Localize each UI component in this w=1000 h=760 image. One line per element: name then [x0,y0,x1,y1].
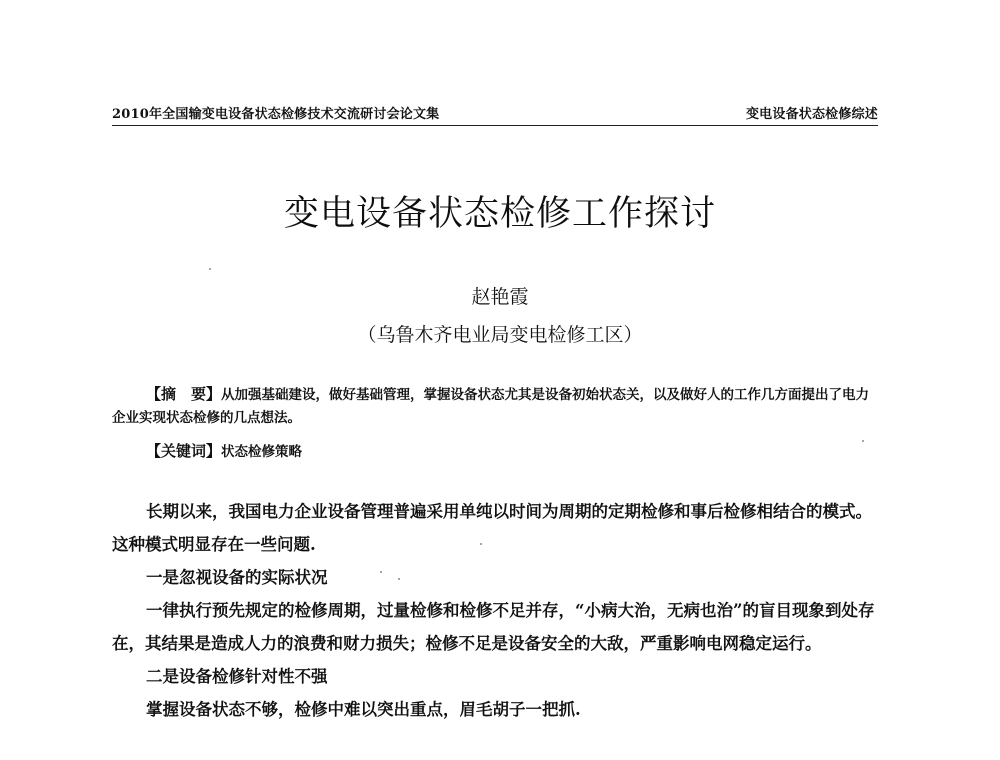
scan-speck [480,543,482,545]
keywords [146,440,302,461]
scan-speck [209,268,211,270]
paper-title: 变电设备状态检修工作探讨 [283,194,716,234]
body-paragraph: 二是设备检修针对性不强 [146,667,328,686]
body-paragraph: 长期以来，我国电力企业设备管理普遍采用单纯以时间为周期的定期检修和事后检修相结合的模式。这种模式明显存在一些问题. [112,502,872,554]
body-paragraph: 一律执行预先规定的检修周期，过量检修和检修不足并存，“小病大治，无病也治”的盲目现象到处存在，其结果是造成人力的浪费和财力损失；检修不足是设备安全的大敌，严重影响电网稳定运行。 [112,601,875,653]
header-proceedings-title: 2010年全国输变电设备状态检修技术交流研讨会论文集 [112,107,440,122]
abstract-label: 【摘 要】 [146,385,222,403]
body-paragraph: 一是忽视设备的实际状况 [146,568,328,587]
running-header [112,104,878,126]
scan-speck [862,440,864,442]
scan-speck [398,578,400,580]
abstract-text: 从加强基础建设，做好基础管理，掌握设备状态尤其是设备初始状态关，以及做好人的工作几方面提出了电力企业实现状态检修的几点想法。 [112,387,870,426]
author-name: 赵艳霞 [471,286,529,308]
body-paragraph: 掌握设备状态不够，检修中难以突出重点，眉毛胡子一把抓. [146,700,581,719]
keywords-text: 状态检修策略 [221,444,303,460]
header-section-title: 变电设备状态检修综述 [745,107,878,122]
author-affiliation: （乌鲁木齐电业局变电检修工区） [357,324,643,346]
scan-speck [380,571,382,573]
keywords-label: 【关键词】 [146,442,222,460]
body-text [112,495,878,726]
abstract [112,383,878,430]
